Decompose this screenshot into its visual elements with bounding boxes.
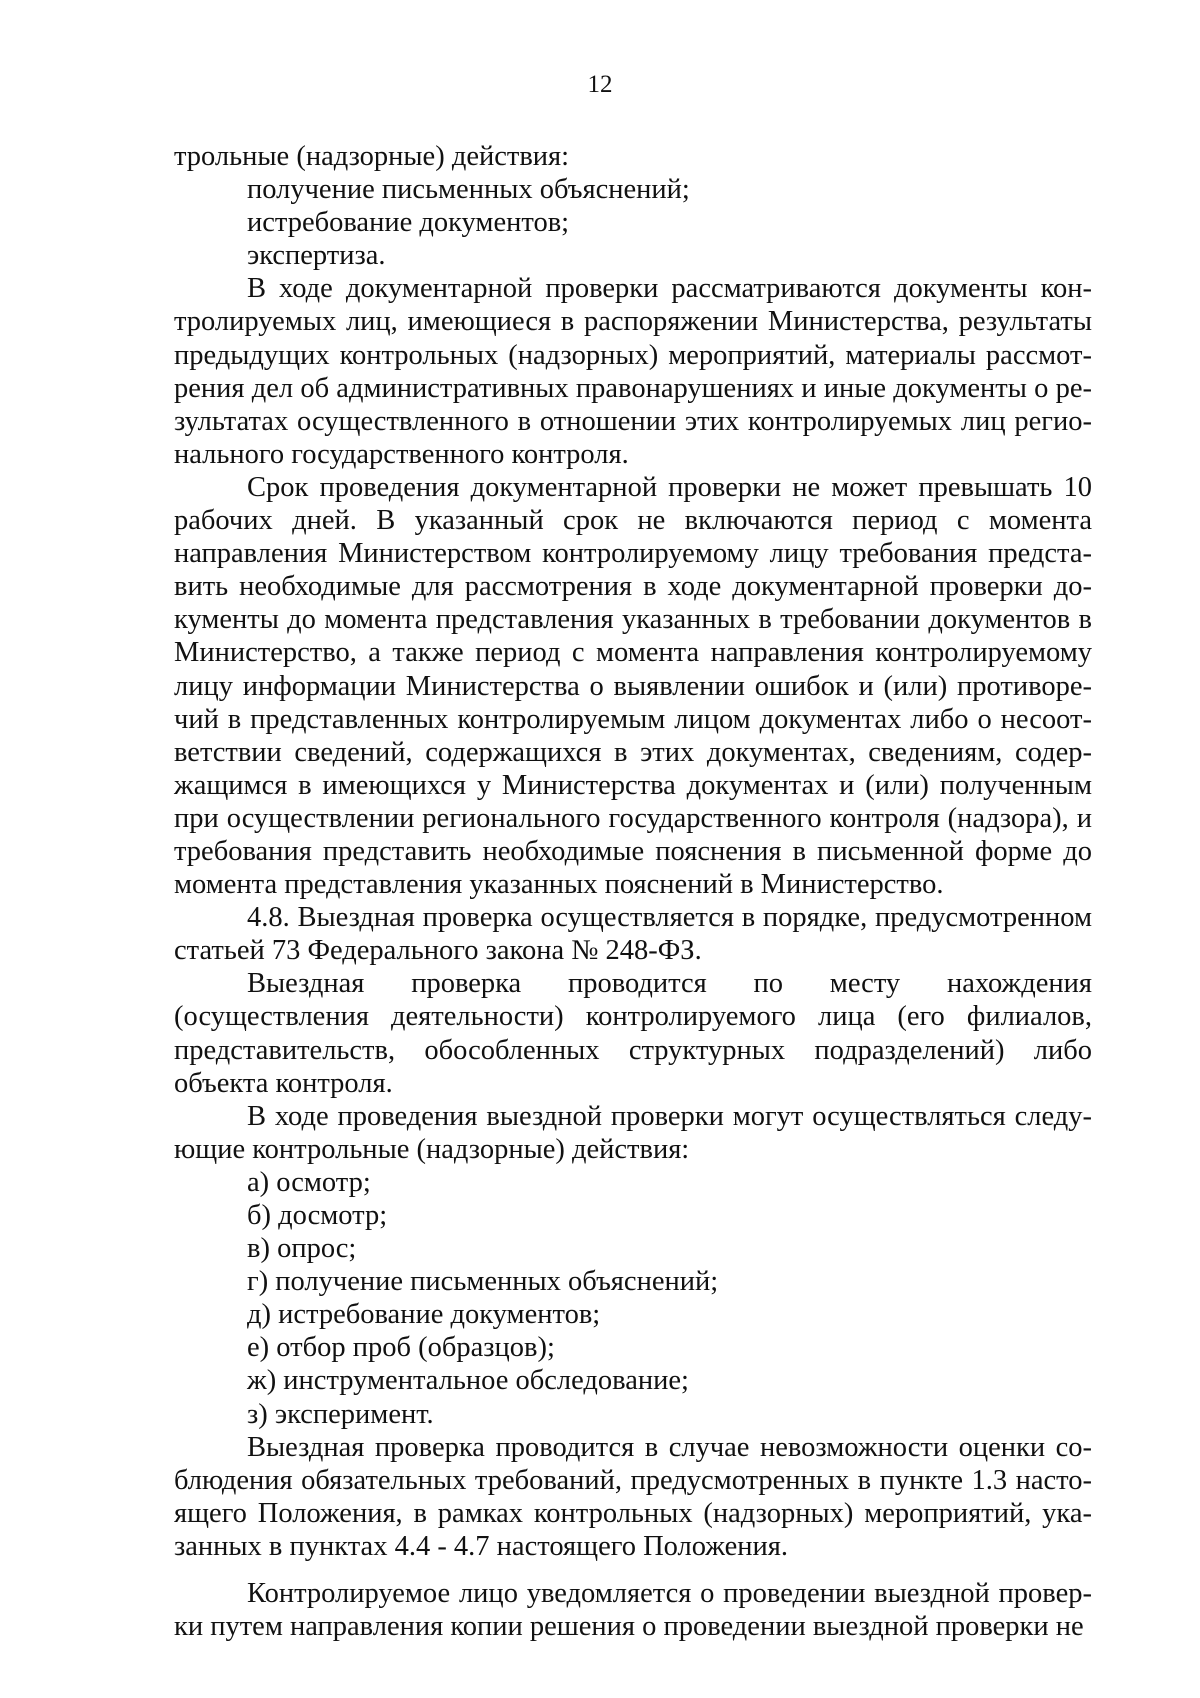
list-item-expertise: экспертиза.: [247, 240, 386, 272]
paragraph-continuation: трольные (надзорные) действия:: [174, 141, 570, 172]
paragraph-section-4-8: 4.8. Выездная проверка осуществляется в порядке, предусмотренном статьей 73 Федерального закона № 248-ФЗ.: [174, 902, 1092, 967]
paragraph-documentary-check-scope: В ходе документарной проверки рассматриваются документы контролируемых лиц, имеющиеся в распоряжении Министерства, результаты предыдущих контрольных (надзорных) мероприятий, материалы рассмотрения дел об административных правонарушениях и иные документы о результатах осуществленного в отношении этих контролируемых лиц регионального государственного контроля.: [174, 273, 1092, 470]
list-item-a: а) осмотр;: [247, 1166, 371, 1198]
paragraph-notification: Контролируемое лицо уведомляется о проведении выездной проверки путем направления копии решения о проведении выездной проверки не: [174, 1578, 1092, 1643]
list-item-written-explanations: получение письменных объяснений;: [247, 174, 690, 206]
list-item-v: в) опрос;: [247, 1233, 357, 1265]
list-item-g: г) получение письменных объяснений;: [247, 1266, 719, 1298]
paragraph-onsite-check-condition: Выездная проверка проводится в случае невозможности оценки соблюдения обязательных требований, предусмотренных в пункте 1.3 настоящего Положения, в рамках контрольных (надзорных) мероприятий, указанных в пунктах 4.4 - 4.7 настоящего Положения.: [174, 1431, 1092, 1562]
list-item-document-request: истребование документов;: [247, 207, 570, 239]
paragraph-onsite-check-location: Выездная проверка проводится по месту нахождения (осуществления деятельности) контролируемого лица (его филиалов, представительств, обособленных структурных подразделений) либо объекта контроля.: [174, 968, 1092, 1099]
page-number: 12: [587, 71, 613, 98]
list-item-zh: ж) инструментальное обследование;: [247, 1365, 689, 1397]
document-body: [174, 140, 1092, 1643]
list-item-z: з) эксперимент.: [247, 1398, 434, 1430]
list-item-d: д) истребование документов;: [247, 1299, 601, 1331]
paragraph-documentary-check-term: Срок проведения документарной проверки не может превышать 10 рабочих дней. В указанный срок не включаются период с момента направления Министерством контролируемому лицу требования представить необходимые для рассмотрения в ходе документарной проверки документы до момента представления указанных в требовании документов в Министерство, а также период с момента направления контролируемому лицу информации Министерства о выявлении ошибок и (или) противоречий в представленных контролируемым лицом документах либо о несоответствии сведений, содержащихся в этих документах, сведениям, содержащимся в имеющихся у Министерства документах и (или) полученным при осуществлении регионального государственного контроля (надзора), и требования представить необходимые пояснения в письменной форме до момента представления указанных пояснений в Министерство.: [174, 471, 1092, 901]
list-item-e: е) отбор проб (образцов);: [247, 1332, 555, 1364]
paragraph-onsite-check-actions: В ходе проведения выездной проверки могут осуществляться следующие контрольные (надзорные) действия:: [174, 1100, 1092, 1165]
list-item-b: б) досмотр;: [247, 1200, 388, 1231]
